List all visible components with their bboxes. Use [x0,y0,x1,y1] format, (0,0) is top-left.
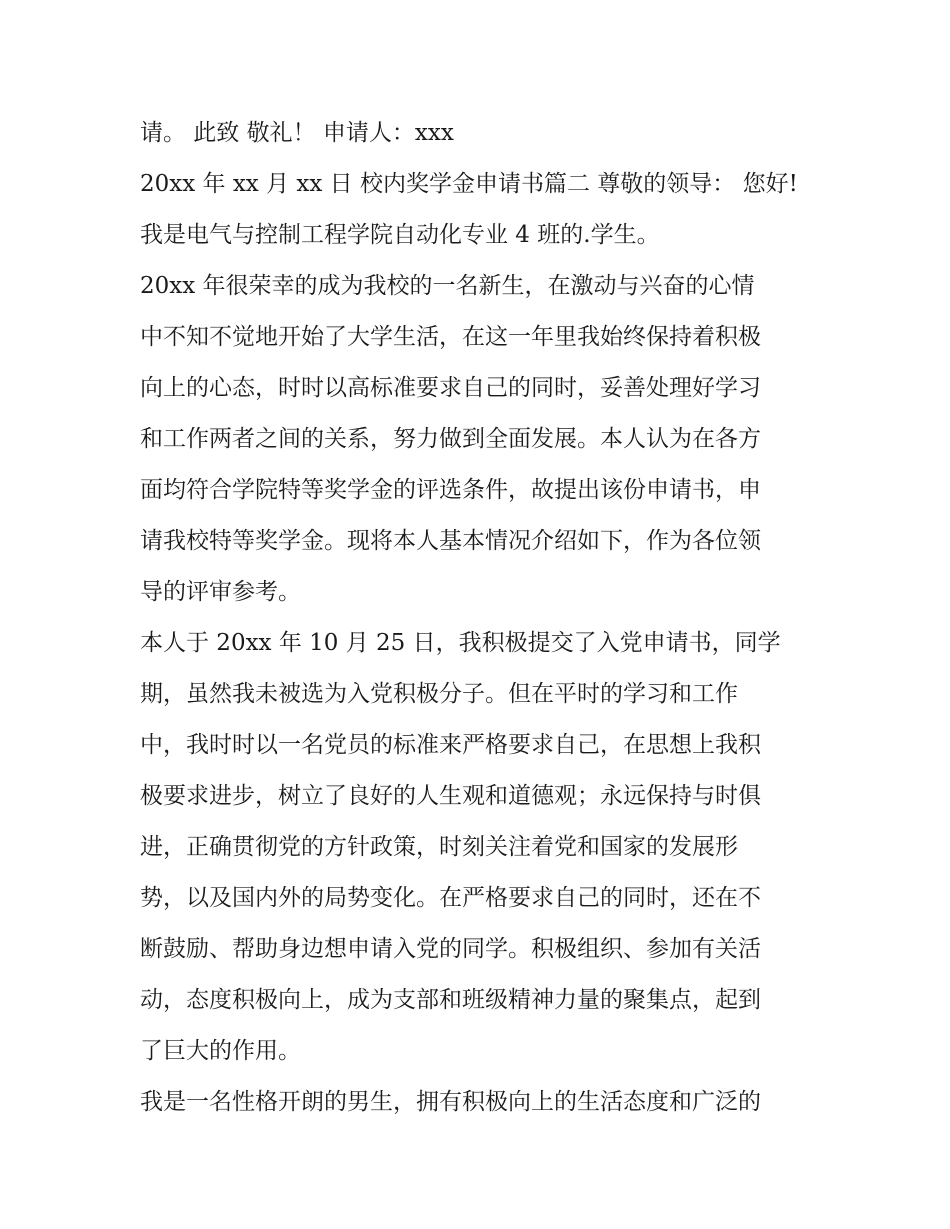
document-line: 势，以及国内外的局势变化。在严格要求自己的同时，还在不 [140,885,761,911]
document-line: 了巨大的作用。 [140,1038,301,1064]
document-line: 请。 此致 敬礼！ 申请人：xxx [140,120,454,146]
document-line: 20xx 年 xx 月 xx 日 校内奖学金申请书篇二 尊敬的领导： 您好! [140,171,798,197]
document-body [140,108,820,1128]
document-line: 导的评审参考。 [140,579,301,605]
document-line: 动，态度积极向上，成为支部和班级精神力量的聚集点，起到 [140,987,761,1013]
document-line: 中，我时时以一名党员的标准来严格要求自己，在思想上我积 [140,732,761,758]
document-line: 请我校特等奖学金。现将本人基本情况介绍如下，作为各位领 [140,528,761,554]
document-line: 中不知不觉地开始了大学生活，在这一年里我始终保持着积极 [140,324,761,350]
document-line: 期，虽然我未被选为入党积极分子。但在平时的学习和工作 [140,681,738,707]
document-line: 我是电气与控制工程学院自动化专业 4 班的.学生。 [140,222,660,248]
document-line: 20xx 年很荣幸的成为我校的一名新生，在激动与兴奋的心情 [140,273,755,299]
document-line: 向上的心态，时时以高标准要求自己的同时，妥善处理好学习 [140,375,761,401]
document-line: 和工作两者之间的关系，努力做到全面发展。本人认为在各方 [140,426,761,452]
document-line: 进，正确贯彻党的方针政策，时刻关注着党和国家的发展形 [140,834,738,860]
document-line: 本人于 20xx 年 10 月 25 日，我积极提交了入党申请书，同学 [140,630,781,656]
document-line: 断鼓励、帮助身边想申请入党的同学。积极组织、参加有关活 [140,936,761,962]
document-line: 面均符合学院特等奖学金的评选条件，故提出该份申请书，申 [140,477,761,503]
document-line: 我是一名性格开朗的男生，拥有积极向上的生活态度和广泛的 [140,1089,761,1115]
document-line: 极要求进步，树立了良好的人生观和道德观；永远保持与时俱 [140,783,761,809]
